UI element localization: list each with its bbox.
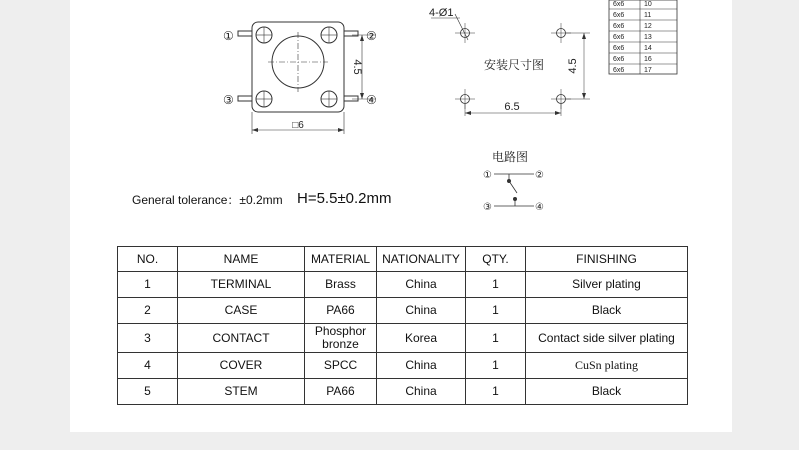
cell-nationality: China bbox=[377, 298, 466, 324]
parts-table bbox=[117, 246, 688, 405]
size-list bbox=[609, 0, 677, 74]
cell-nationality: China bbox=[377, 272, 466, 298]
code-cell: 14 bbox=[644, 45, 652, 52]
general-tolerance: General tolerance：±0.2mm bbox=[132, 193, 283, 207]
mount-width-dim: 6.5 bbox=[504, 101, 520, 113]
switch-width-dim: □6 bbox=[292, 120, 304, 131]
size-cell: 6x6 bbox=[613, 23, 625, 30]
code-cell: 11 bbox=[644, 12, 652, 19]
circuit-pin-3: ③ bbox=[483, 202, 492, 213]
cell-material: PA66 bbox=[305, 298, 377, 324]
circuit-title: 电路图 bbox=[491, 150, 529, 164]
cell-finishing: Black bbox=[526, 298, 688, 324]
cell-material: Brass bbox=[305, 272, 377, 298]
mount-title: 安装尺寸图 bbox=[484, 58, 545, 72]
size-cell: 6x6 bbox=[613, 34, 625, 41]
code-cell: 16 bbox=[644, 56, 652, 63]
table-row bbox=[118, 379, 688, 405]
cell-nationality: Korea bbox=[377, 324, 466, 353]
header-name: NAME bbox=[178, 247, 305, 272]
table-row bbox=[118, 353, 688, 379]
cell-qty: 1 bbox=[466, 353, 526, 379]
size-cell: 6x6 bbox=[613, 45, 625, 52]
cell-finishing: Black bbox=[526, 379, 688, 405]
circuit-pin-2: ② bbox=[535, 170, 544, 181]
code-cell: 12 bbox=[644, 23, 652, 30]
cell-name: TERMINAL bbox=[178, 272, 305, 298]
cell-finishing: Contact side silver plating bbox=[526, 324, 688, 353]
cell-finishing: Silver plating bbox=[526, 272, 688, 298]
pin-label-3: ③ bbox=[223, 93, 234, 107]
cell-no: 4 bbox=[118, 353, 178, 379]
cell-material: Phosphor bronze bbox=[305, 324, 377, 353]
size-cell: 6x6 bbox=[613, 67, 625, 74]
cell-no: 2 bbox=[118, 298, 178, 324]
table-row bbox=[118, 298, 688, 324]
cell-name: CONTACT bbox=[178, 324, 305, 353]
height-spec: H=5.5±0.2mm bbox=[297, 190, 392, 207]
cell-name: STEM bbox=[178, 379, 305, 405]
cell-finishing: CuSn plating bbox=[526, 353, 688, 379]
cell-no: 1 bbox=[118, 272, 178, 298]
code-cell: 17 bbox=[644, 67, 652, 74]
cell-qty: 1 bbox=[466, 324, 526, 353]
cell-material: PA66 bbox=[305, 379, 377, 405]
cell-qty: 1 bbox=[466, 379, 526, 405]
cell-material: SPCC bbox=[305, 353, 377, 379]
header-finishing: FINISHING bbox=[526, 247, 688, 272]
cell-no: 3 bbox=[118, 324, 178, 353]
header-nationality: NATIONALITY bbox=[377, 247, 466, 272]
pin-label-4: ④ bbox=[366, 93, 377, 107]
circuit-pin-1: ① bbox=[483, 170, 492, 181]
table-row bbox=[118, 324, 688, 353]
cell-nationality: China bbox=[377, 353, 466, 379]
pin-label-1: ① bbox=[223, 29, 234, 43]
size-cell: 6x6 bbox=[613, 56, 625, 63]
switch-top-view bbox=[238, 22, 376, 134]
cell-no: 5 bbox=[118, 379, 178, 405]
table-header-row bbox=[118, 247, 688, 272]
circuit-pin-4: ④ bbox=[535, 202, 544, 213]
pin-label-2: ② bbox=[366, 29, 377, 43]
header-qty: QTY. bbox=[466, 247, 526, 272]
size-cell: 6x6 bbox=[613, 12, 625, 19]
cell-name: COVER bbox=[178, 353, 305, 379]
header-no: NO. bbox=[118, 247, 178, 272]
cell-nationality: China bbox=[377, 379, 466, 405]
switch-height-dim: 4.5 bbox=[351, 59, 363, 75]
cell-qty: 1 bbox=[466, 272, 526, 298]
size-cell: 6x6 bbox=[613, 1, 625, 8]
mount-height-dim: 4.5 bbox=[567, 58, 579, 74]
cell-qty: 1 bbox=[466, 298, 526, 324]
table-row bbox=[118, 272, 688, 298]
code-cell: 10 bbox=[644, 1, 652, 8]
cell-name: CASE bbox=[178, 298, 305, 324]
hole-dim-label: 4-Ø1 bbox=[429, 7, 454, 19]
circuit-diagram bbox=[494, 174, 534, 206]
code-cell: 13 bbox=[644, 34, 652, 41]
header-material: MATERIAL bbox=[305, 247, 377, 272]
